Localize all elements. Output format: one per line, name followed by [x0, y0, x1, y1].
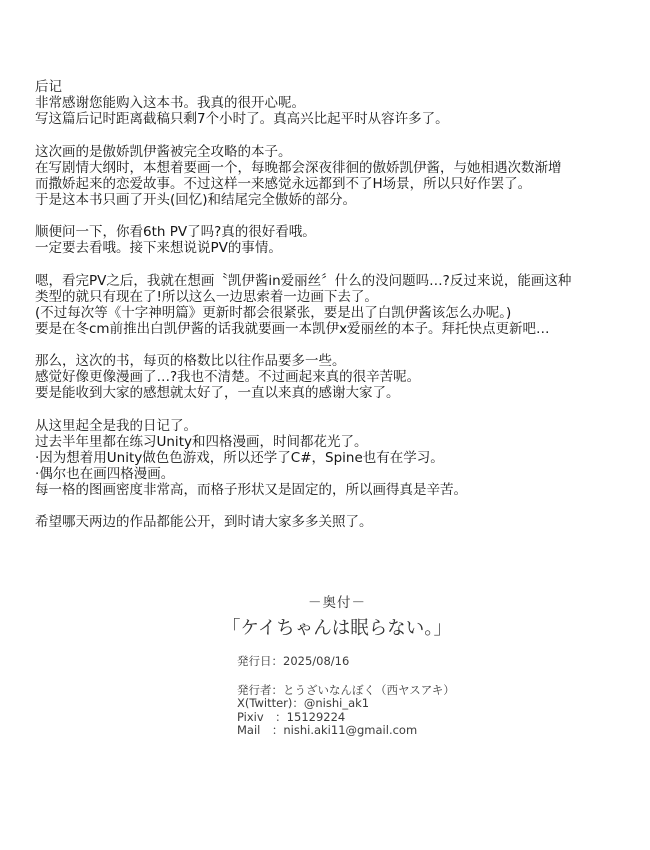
afterword-line: 这次画的是傲娇凯伊酱被完全攻略的本子。: [35, 143, 292, 160]
afterword-line: 要是在冬cm前推出白凯伊酱的话我就要画一本凯伊x爱丽丝的本子。拜托快点更新吧…: [35, 320, 550, 337]
afterword-paragraph: [35, 79, 625, 127]
afterword-line: 要是能收到大家的感想就太好了，一直以来真的感谢大家了。: [35, 385, 400, 401]
afterword-line: 于是这本书只画了开头(回忆)和结尾完全傲娇的部分。: [35, 191, 357, 208]
afterword-line: 顺便问一下，你看6th PV了吗?真的很好看哦。: [35, 224, 316, 240]
okuzuke-heading: －奥付－: [308, 595, 366, 611]
publisher-line: 発行者：とうざいなんぼく（西ヤスアキ）: [237, 683, 455, 698]
afterword-line: 写这篇后记时距离截稿只剩7个小时了。真高兴比起平时从容许多了。: [35, 111, 449, 127]
afterword-paragraph: [35, 273, 625, 337]
afterword-line: 那么，这次的书，每页的格数比以往作品要多一些。: [35, 353, 346, 369]
afterword-paragraph: [35, 353, 625, 401]
book-title: 「ケイちゃんは眠らない。」: [222, 618, 452, 639]
afterword-line: 而撒娇起来的恋爱故事。不过这样一来感觉永远都到不了H场景，所以只好作罢了。: [35, 175, 532, 192]
afterword-line: 过去半年里都在练习Unity和四格漫画，时间都花光了。: [35, 433, 368, 450]
afterword-line: (不过每次等《十字神明篇》更新时都会很紧张，要是出了白凯伊酱该怎么办呢。): [35, 304, 512, 321]
colophon-spacer: [237, 668, 455, 684]
afterword-line: 感觉好像更像漫画了…?我也不清楚。不过画起来真的很辛苦呢。: [35, 369, 421, 385]
colophon-block: [237, 655, 455, 737]
afterword-paragraph: [35, 514, 625, 530]
publish-date-line: 発行日：2025/08/16: [237, 654, 350, 668]
afterword-text: [35, 79, 625, 547]
afterword-title: 后记: [35, 79, 62, 95]
afterword-paragraph: [35, 144, 625, 208]
mail-line: Mail ：nishi.aki11@gmail.com: [237, 722, 418, 737]
afterword-line: 非常感谢您能购入这本书。我真的很开心呢。: [35, 95, 305, 111]
twitter-line: X(Twitter)：@nishi_ak1: [237, 696, 370, 711]
afterword-paragraph: [35, 224, 625, 256]
afterword-line: 希望哪天两边的作品都能公开，到时请大家多多关照了。: [35, 514, 373, 530]
afterword-line: 从这里起全是我的日记了。: [35, 417, 197, 434]
afterword-line: 在写剧情大纲时，本想着要画一个，每晚都会深夜徘徊的傲娇凯伊酱，与她相遇次数渐增: [35, 159, 562, 176]
afterword-line: ·因为想着用Unity做色色游戏，所以还学了C#，Spine也有在学习。: [35, 449, 444, 466]
afterword-line: 每一格的图画密度非常高，而格子形状又是固定的，所以画得真是辛苦。: [35, 481, 467, 498]
afterword-line: ·偶尔也在画四格漫画。: [35, 465, 175, 482]
afterword-line: 一定要去看哦。接下来想说说PV的事情。: [35, 240, 282, 256]
afterword-paragraph: [35, 418, 625, 498]
pixiv-line: Pixiv ：15129224: [237, 709, 346, 724]
afterword-line: 类型的就只有现在了!所以这么一边思索着一边画下去了。: [35, 288, 378, 305]
afterword-line: 嗯，看完PV之后，我就在想画〝凯伊酱in爱丽丝〞什么的没问题吗…?反过来说，能画这种: [35, 272, 572, 289]
